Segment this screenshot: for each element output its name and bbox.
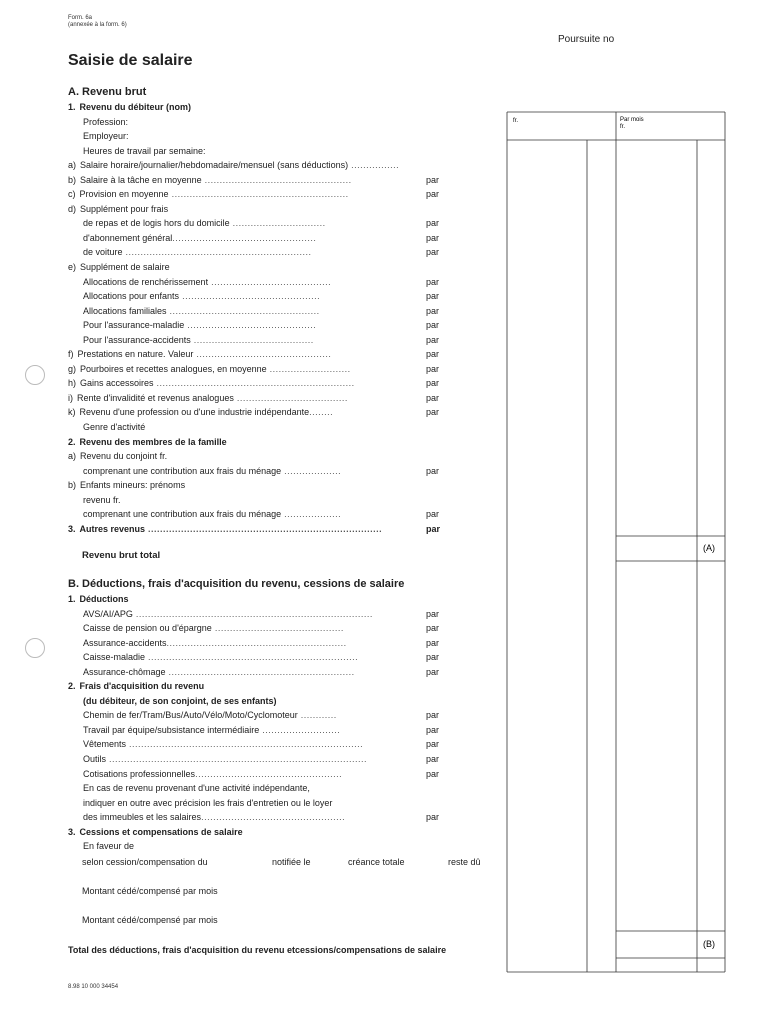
- par-label: par: [426, 378, 440, 389]
- dot-leader: ...........................: [266, 363, 351, 374]
- dot-leader: .....................................: [233, 392, 348, 403]
- line-label: Frais d'acquisition du revenu: [79, 681, 205, 692]
- par-label: par: [426, 739, 440, 750]
- par-label: par: [426, 523, 441, 534]
- par-label: par: [426, 349, 440, 360]
- total-deductions-label: Total des déductions, frais d'acquisition du revenu etcessions/compensations de salaire: [68, 945, 447, 955]
- line-number: 2.: [68, 681, 76, 692]
- line-label: Provision en moyenne: [79, 189, 169, 200]
- poursuite-no-label: Poursuite no: [558, 34, 615, 45]
- line-number: 3.: [68, 523, 76, 534]
- line-label: Caisse de pension ou d'épargne: [83, 623, 212, 634]
- form-number-line2: (annexée à la form. 6): [68, 22, 127, 28]
- line-number: 1.: [68, 594, 76, 604]
- line-label: indiquer en outre avec précision les frais d'entretien ou le loyer: [83, 797, 333, 808]
- line-label: Allocations pour enfants: [83, 291, 180, 302]
- dot-leader: .................................................: [201, 174, 352, 185]
- dot-leader: ........................................: [208, 276, 332, 287]
- dot-leader: ...........................................: [184, 320, 317, 331]
- line-label: d'abonnement général: [83, 232, 173, 243]
- par-label: par: [426, 465, 440, 476]
- par-label: par: [426, 768, 440, 779]
- dot-leader: .................................................: [195, 768, 343, 779]
- dot-leader: ..................................................: [166, 305, 320, 316]
- dot-leader: ...................: [281, 509, 342, 520]
- line-label: Revenu du conjoint fr.: [80, 451, 168, 462]
- line-label: Salaire horaire/journalier/hebdomadaire/mensuel (sans déductions): [80, 160, 349, 171]
- par-label: par: [426, 812, 440, 823]
- par-label: par: [426, 232, 440, 243]
- par-label: par: [426, 666, 440, 677]
- line-label: Revenu des membres de la famille: [79, 436, 227, 447]
- par-label: par: [426, 247, 440, 258]
- par-label: par: [426, 509, 440, 520]
- dot-leader: ............: [297, 710, 337, 721]
- montant-cede-2: Montant cédé/compensé par mois: [82, 915, 218, 925]
- dot-leader: ..........................: [259, 724, 341, 735]
- line-label: Rente d'invalidité et revenus analogues: [77, 392, 234, 403]
- table-col1-label: fr.: [513, 118, 519, 124]
- line-label: Gains accessoires: [80, 378, 154, 389]
- line-label: Pour l'assurance-maladie: [83, 320, 185, 331]
- line-label: Revenu du débiteur (nom): [79, 102, 192, 112]
- line-label: des immeubles et les salaires: [83, 812, 202, 823]
- dot-leader: ......................................................................: [145, 652, 359, 663]
- cession-col-reste: reste dû: [448, 857, 481, 867]
- table-col2-label-line1: Par mois: [620, 117, 644, 123]
- line-label: Vêtements: [83, 739, 127, 750]
- line-label: Cessions et compensations de salaire: [79, 826, 243, 837]
- dot-leader: ...........................................: [211, 623, 344, 634]
- line-label: Employeur:: [83, 131, 129, 142]
- line-label: Heures de travail par semaine:: [83, 145, 206, 156]
- line-label: En faveur de: [83, 841, 135, 852]
- line-label: Pour l'assurance-accidents: [83, 334, 191, 345]
- line-label: Prestations en nature. Valeur: [77, 349, 194, 360]
- par-label: par: [426, 305, 440, 316]
- dot-leader: ......................................................................................: [106, 754, 368, 765]
- dot-leader: ................: [348, 160, 400, 171]
- par-label: par: [426, 754, 440, 765]
- line-number: k): [68, 407, 76, 418]
- line-label: de voiture: [83, 247, 123, 258]
- line-label: Cotisations professionnelles: [83, 768, 196, 779]
- par-label: par: [426, 710, 440, 721]
- dot-leader: ...............................................................................: [132, 608, 373, 619]
- dot-leader: ..............................................: [179, 291, 321, 302]
- line-label: Enfants mineurs: prénoms: [80, 480, 186, 491]
- box-a-label: (A): [703, 543, 715, 553]
- cession-col-notifiee: notifiée le: [272, 857, 311, 867]
- dot-leader: ........................................: [190, 334, 314, 345]
- dot-leader: ...............................: [229, 218, 326, 229]
- section-b-title: B. Déductions, frais d'acquisition du revenu, cessions de salaire: [68, 578, 405, 590]
- cession-col-creance: créance totale: [348, 857, 405, 867]
- table-col2-label-line2: fr.: [620, 124, 626, 130]
- line-label: comprenant une contribution aux frais du ménage: [83, 509, 282, 520]
- line-label: Salaire à la tâche en moyenne: [80, 174, 202, 185]
- par-label: par: [426, 189, 440, 200]
- line-number: b): [68, 174, 77, 185]
- dot-leader: ................................................: [201, 812, 346, 823]
- dot-leader: ..............................................................: [165, 666, 355, 677]
- par-label: par: [426, 392, 440, 403]
- par-label: par: [426, 623, 440, 634]
- section-a-title: A. Revenu brut: [68, 86, 147, 98]
- line-label: En cas de revenu provenant d'une activité indépendante,: [83, 783, 310, 794]
- line-label: Allocations familiales: [83, 305, 167, 316]
- revenu-brut-total-label: Revenu brut total: [82, 550, 161, 561]
- par-label: par: [426, 218, 440, 229]
- dot-leader: ..................................................................: [153, 378, 355, 389]
- line-label: Chemin de fer/Tram/Bus/Auto/Vélo/Moto/Cyclomoteur: [83, 710, 298, 721]
- line-number: i): [68, 392, 73, 403]
- form-number-line1: Form. 6a: [68, 15, 93, 21]
- line-number: a): [68, 451, 77, 462]
- par-label: par: [426, 608, 440, 619]
- line-number: f): [68, 349, 74, 360]
- dot-leader: ..............................................................................: [145, 523, 383, 534]
- footer-code: 8.98 10 000 34454: [68, 984, 119, 990]
- line-label: Travail par équipe/subsistance intermédiaire: [83, 724, 260, 735]
- line-number: c): [68, 189, 76, 200]
- line-number: b): [68, 480, 77, 491]
- line-number: g): [68, 363, 77, 374]
- line-label: Genre d'activité: [83, 422, 146, 433]
- line-label: (du débiteur, de son conjoint, de ses enfants): [83, 695, 277, 706]
- dot-leader: ...........................................................: [168, 189, 349, 200]
- par-label: par: [426, 363, 440, 374]
- par-label: par: [426, 276, 440, 287]
- line-label: Pourboires et recettes analogues, en moyenne: [80, 363, 267, 374]
- par-label: par: [426, 652, 440, 663]
- line-label: Assurance-chômage: [83, 666, 166, 677]
- box-b-label: (B): [703, 939, 715, 949]
- line-label: Déductions: [79, 594, 129, 604]
- montant-cede-1: Montant cédé/compensé par mois: [82, 886, 218, 896]
- line-label: comprenant une contribution aux frais du ménage: [83, 465, 282, 476]
- line-label: AVS/AI/APG: [83, 608, 133, 619]
- dot-leader: ............................................................: [166, 637, 347, 648]
- line-number: d): [68, 203, 77, 214]
- line-number: 3.: [68, 826, 76, 837]
- line-label: Profession:: [83, 116, 129, 127]
- dot-leader: ........: [309, 407, 334, 418]
- par-label: par: [426, 291, 440, 302]
- line-number: h): [68, 378, 77, 389]
- line-label: Caisse-maladie: [83, 652, 146, 663]
- line-label: Supplément pour frais: [80, 203, 169, 214]
- line-label: Assurance-accidents: [83, 637, 167, 648]
- cession-col-selon: selon cession/compensation du: [82, 857, 208, 867]
- par-label: par: [426, 174, 440, 185]
- line-label: Supplément de salaire: [80, 262, 170, 273]
- line-number: a): [68, 160, 77, 171]
- dot-leader: .............................................: [193, 349, 332, 360]
- line-number: 1.: [68, 102, 76, 112]
- dot-leader: ..............................................................................: [126, 739, 364, 750]
- par-label: par: [426, 407, 440, 418]
- line-label: revenu fr.: [83, 494, 121, 505]
- par-label: par: [426, 724, 440, 735]
- par-label: par: [426, 637, 440, 648]
- line-number: e): [68, 262, 77, 273]
- line-label: Allocations de renchérissement: [83, 276, 209, 287]
- page-title: Saisie de salaire: [68, 52, 193, 69]
- line-label: de repas et de logis hors du domicile: [83, 218, 230, 229]
- dot-leader: ................................................: [172, 232, 317, 243]
- dot-leader: ...................: [281, 465, 342, 476]
- line-label: Outils: [83, 754, 107, 765]
- line-label: Autres revenus: [79, 523, 146, 534]
- dot-leader: ..............................................................: [122, 247, 312, 258]
- line-label: Revenu d'une profession ou d'une industrie indépendante: [79, 407, 310, 418]
- line-number: 2.: [68, 436, 76, 447]
- par-label: par: [426, 334, 440, 345]
- par-label: par: [426, 320, 440, 331]
